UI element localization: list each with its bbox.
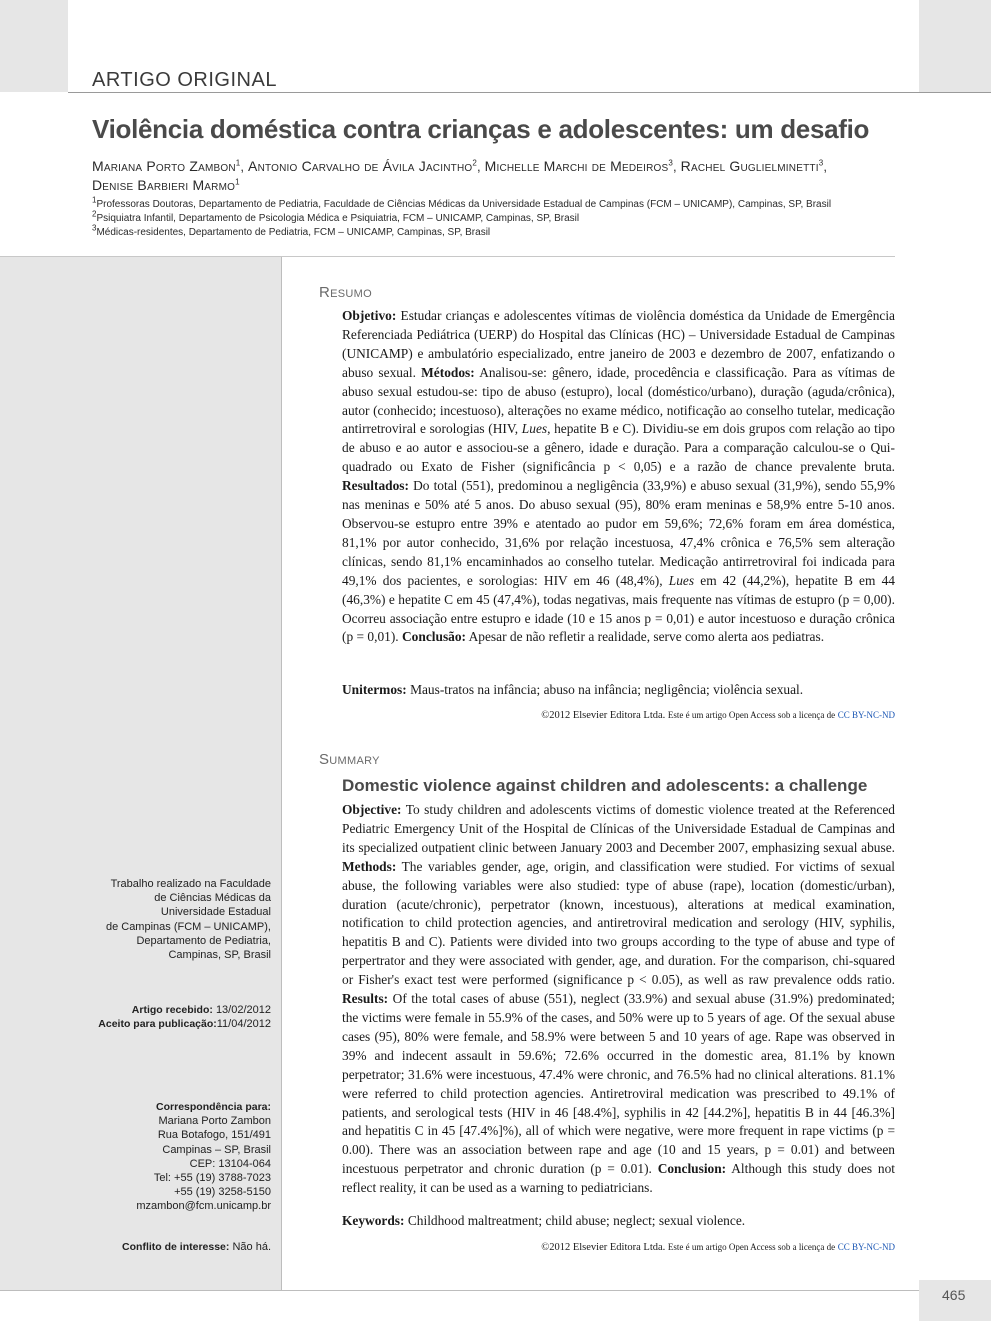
summary-title: Domestic violence against children and adolescents: a challenge (342, 776, 868, 795)
author-name: Rachel Guglielminetti (680, 158, 819, 174)
sidebar-line: Campinas, SP, Brasil (168, 949, 271, 962)
objective-text: To study children and adolescents victims of domestic violence treated at the Referenced Pediatric Emergency Unit of the Hospital de Clínicas of the Universidade Estadual de Campinas and its specialized outpatient clinic between January 2003 and December 2007, emphasizing sexual abuse. (342, 802, 895, 855)
header-gray-block-right (919, 0, 991, 92)
conflict-value: Não há. (232, 1241, 271, 1253)
keywords-text: Childhood maltreatment; child abuse; neglect; sexual violence. (407, 1213, 746, 1228)
resultados-label: Resultados: (342, 478, 409, 494)
resultados-text: Do total (551), predominou a negligência (33,9%) e abuso sexual (31,9%), sendo 55,9% nas meninas e 50% até 5 anos. Do abuso sexual (95), 80% eram meninas e 58,9% entre 5-10 anos. Observou-se estupro entre 39% e atentado ao pudor em 59,6%; 72,6% foram em área doméstica, 81,1% por autor conhecido, 31,6% por relação incestuosa, 47,4% crônica e 76,5% sem alteração clínicas, sendo 81,1% encaminhados ao conselho tutelar. Medicação antirretroviral foi indicada para 49,1% dos pacientes, e sorologias: HIV em 46 (48,4%), (342, 478, 895, 588)
affiliation-text: Médicas-residentes, Departamento de Pediatria, FCM – UNICAMP, Campinas, SP, Brasil (96, 227, 491, 238)
sidebar-line: Campinas – SP, Brasil (162, 1143, 271, 1156)
affiliation-sup: 2 (92, 209, 97, 219)
email-link[interactable]: mzambon@fcm.unicamp.br (136, 1200, 271, 1213)
resumo-heading: Resumo (319, 284, 372, 301)
affiliation (92, 195, 912, 212)
affiliation-text: Professoras Doutoras, Departamento de Pediatria, Faculdade de Ciências Médicas da Universidade Estadual de Campinas (FCM – UNICAMP), Campinas, SP, Brasil (96, 199, 832, 210)
sidebar-line: Mariana Porto Zambon (158, 1115, 271, 1128)
license-link[interactable]: CC BY-NC-ND (837, 710, 895, 720)
accepted-label: Aceito para publicação: (98, 1018, 217, 1031)
summary-heading: Summary (319, 751, 380, 768)
objective-label: Objective: (342, 802, 402, 817)
author-sup: 2 (472, 158, 477, 168)
conflict-label: Conflito de interesse: (122, 1241, 230, 1253)
objetivo-text: Estudar crianças e adolescentes vítimas de violência doméstica da Unidade de Emergência Referenciada Pediátrica (UERP) do Hospital das Clínicas (HC) – Universidade Estadual de Campinas (UNICAMP) e ambulatório especializado, entre janeiro de 2003 e dezembro de 2007, enfatizando o abuso sexual. (342, 308, 895, 380)
unitermos (342, 681, 895, 700)
section-label: ARTIGO ORIGINAL (92, 69, 277, 91)
unitermos-label: Unitermos: (342, 682, 407, 697)
header-rule (68, 92, 991, 93)
license-text: Este é um artigo Open Access sob a licença de (667, 710, 836, 720)
methods-label: Methods: (342, 858, 397, 874)
license-copyright: ©2012 Elsevier Editora Ltda. (541, 710, 666, 721)
conclusion-text: Although this study does not reflect reality, it can be used as a warning to pediatricians. (342, 1161, 896, 1196)
header-gray-block-left (0, 0, 68, 92)
sidebar-conflict (71, 1240, 271, 1254)
metodos-text-cont: , hepatite B e C). Dividiu-se em dois grupos com relação ao tipo de abuso e ao autor e associou-se a gênero, idade e duração. Para a comparação calculou-se o Qui-quadrado ou Exato de Fisher (significância p < 0,05) e a razão de chance prevalente bruta. (342, 421, 895, 475)
keywords-label: Keywords: (342, 1213, 405, 1228)
methods-text: The variables gender, age, origin, and classification were studied. For victims of sexual abuse, the following variables were also studied: type of abuse (rape), location (domestic/urban), duration (acute/chronic), perpetrator (known, incestuous), alterations at medical examination, notification to child protection agencies, and antiretroviral medication and serology (HIV, syphilis, hepatitis B and C). Patients were divided into two groups according to the type of abuse and type of perpertrator and they were associated with gender, age, and duration. For the comparison, chi-squared or Fisher's exact test were performed (significance p < 0.05), as well as raw prevalence odds ratio. (342, 858, 896, 988)
author-sup: 3 (818, 158, 824, 168)
license-link[interactable]: CC BY-NC-ND (837, 1242, 895, 1252)
affiliation (92, 209, 912, 226)
license-line (541, 1242, 895, 1253)
metodos-lues: Lues (521, 421, 548, 437)
affiliations (92, 195, 912, 240)
author-sup: 3 (668, 158, 674, 168)
conclusion-label: Conclusion: (657, 1161, 727, 1177)
affiliation-text: Psiquiatra Infantil, Departamento de Psicologia Médica e Psiquiatria, FCM – UNICAMP, Campinas, SP, Brasil (96, 213, 580, 224)
affiliation (92, 223, 912, 240)
resultados-lues: Lues (668, 572, 695, 588)
sidebar-line: Trabalho realizado na Faculdade (110, 878, 271, 890)
author-sup: 1 (235, 177, 240, 187)
metodos-label: Métodos: (421, 364, 475, 380)
license-copyright: ©2012 Elsevier Editora Ltda. (541, 1242, 666, 1253)
resultados-text-cont: em 42 (44,2%), hepatite B em 44 (46,3%) e hepatite C em 45 (47,4%), todas negativas, mais frequente nas vítimas de estupro (p = 0,00). Ocorreu associação entre estupro e idade (10 e 15 anos p = 0,01) e autor incestuoso e duração crônica (p = 0,01). (342, 572, 895, 645)
conclusao-label: Conclusão: (402, 629, 467, 645)
author-sup: 1 (235, 158, 241, 168)
license-line (541, 710, 895, 721)
sidebar-line: de Campinas (FCM – UNICAMP), (105, 920, 271, 933)
article-title: Violência doméstica contra crianças e adolescentes: um desafio (92, 114, 870, 144)
sidebar-line: Tel: +55 (19) 3788-7023 (153, 1172, 271, 1185)
accepted-date (71, 1017, 271, 1031)
results-label: Results: (342, 991, 389, 1007)
sidebar-trabalho (91, 877, 271, 962)
license-text: Este é um artigo Open Access sob a licença de (667, 1242, 836, 1252)
received-date (71, 1003, 271, 1017)
unitermos-text: Maus-tratos na infância; abuso na infância; negligência; violência sexual. (410, 682, 804, 697)
sidebar-line: +55 (19) 3258-5150 (174, 1186, 271, 1199)
resumo-body (342, 307, 895, 647)
received-value: 13/02/2012 (215, 1004, 271, 1016)
metodos-text: Analisou-se: gênero, idade, procedência e classificação. Para as vítimas de abuso sexual estudou-se: tipo de abuso (estupro), local (doméstico/urbano), duração (aguda/crônica), autor (conhecido; incestuoso), alterações no exame médico, notificação ao conselho tutelar, medicação antirretroviral e sorologias (HIV, (342, 364, 895, 437)
affiliation-sup: 1 (92, 195, 97, 205)
sidebar-correspondence (71, 1100, 271, 1214)
sidebar-line: Rua Botafogo, 151/491 (157, 1129, 271, 1142)
affiliation-sup: 3 (92, 223, 97, 233)
sidebar-dates (71, 1003, 271, 1031)
sidebar-line: Universidade Estadual (160, 906, 271, 919)
footer-rule (0, 1290, 919, 1291)
summary-body (342, 801, 895, 1198)
accepted-value: 11/04/2012 (216, 1018, 271, 1031)
objetivo-label: Objetivo: (342, 308, 397, 323)
author-list: Mariana Porto Zambon$^1$, Antonio Carvalho de Ávila Jacintho$^2$, Michelle Marchi de Medeiros$^3$, Rachel Guglielminetti$^3$, Denise Barbieri Marmo$^1$ (92, 158, 828, 193)
author-name: Antonio Carvalho de Ávila Jacintho (248, 158, 473, 174)
keywords (342, 1212, 895, 1231)
sidebar-line: Departamento de Pediatria, (136, 934, 271, 947)
results-text: Of the total cases of abuse (551), neglect (33.9%) and sexual abuse (31.9%) predominated; the victims were female in 55.9% of the cases, and 50% were up to 5 years of age. Of the sexual abuse cases (95), 80% were female, and 58.9% were between 5 and 10 years of age. Rape was observed in 39% and indecent assault in 59.6%; 72.6% occurred in the domestic area, 81.1% by known perpetrator; 31.6% were incestuous, 47.4% were chronic, and 76.5% had no clinical alterations. 81.1% were referred to child protection agencies. Antiretroviral medication was prescribed to 49.1% of patients, and serological tests (HIV in 46 [48.4%], syphilis in 42 [44.2%], hepatitis B in 44 [46.3%] and hepatitis C in 45 [47.4%]%), all of which were negative, were more frequent in rape victims (p = 0.00). There was an association between rape and age (10 and 15 years, p = 0.01) and between incestuous perpetrator and chronic duration (p = 0.01). (342, 991, 895, 1177)
author-name: Denise Barbieri Marmo (92, 177, 236, 193)
page-number: 465 (942, 1287, 966, 1303)
sidebar-line: de Ciências Médicas da (154, 892, 271, 905)
correspondence-label: Correspondência para: (156, 1101, 271, 1113)
author-name: Michelle Marchi de Medeiros (484, 158, 669, 174)
conclusao-text: Apesar de não refletir a realidade, serve como alerta aos pediatras. (468, 629, 825, 645)
received-label: Artigo recebido: (131, 1004, 213, 1016)
sidebar-rule (281, 257, 282, 1290)
author-name: Mariana Porto Zambon (92, 158, 236, 174)
sidebar-line: CEP: 13104-064 (189, 1157, 271, 1170)
